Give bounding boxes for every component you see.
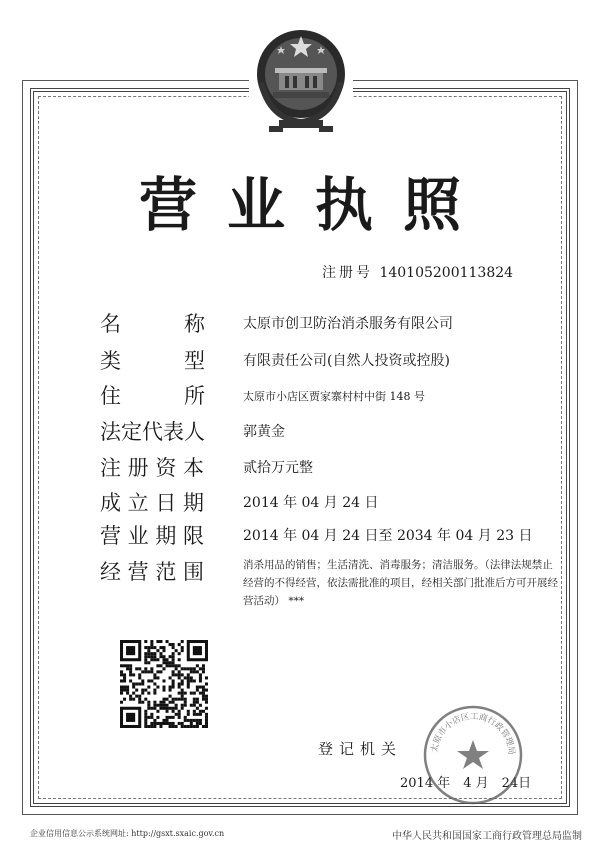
field-label-name: 名 称 [100, 312, 205, 336]
footer-website: 企业信用信息公示系统网址: http://gsxt.sxaic.gov.cn [30, 829, 225, 838]
field-value-established-date: 2014 年 04 月 24 日 [243, 495, 379, 511]
national-emblem-icon [249, 22, 353, 134]
registration-number-label: 注册号 [322, 265, 373, 281]
registration-authority-label: 登记机关 [318, 740, 403, 758]
field-label-address: 住 所 [100, 384, 205, 408]
field-value-business-scope: 消杀用品的销售；生活清洗、消毒服务；清洁服务。（法律法规禁止经营的不得经营，依法需批准的项目，经相关部门批准后方可开展经营活动） *** [243, 559, 558, 607]
certificate-title: 营业执照 [138, 171, 491, 239]
seal-text: 太原市小店区工商行政管理局 [429, 711, 517, 756]
field-label-business-term: 营 业 期 限 [100, 524, 205, 548]
qr-code [120, 640, 208, 728]
field-value-legal-representative: 郭黄金 [243, 424, 285, 440]
field-label-business-scope: 经 营 范 围 [100, 560, 205, 584]
field-value-name: 太原市创卫防治消杀服务有限公司 [243, 316, 453, 332]
field-label-registered-capital: 注 册 资 本 [100, 456, 205, 480]
registration-number-row [322, 262, 513, 282]
registration-number-value: 140105200113824 [379, 265, 514, 281]
registration-date: 2014 年 4 月 24日 [400, 776, 532, 791]
official-seal-icon [420, 702, 526, 808]
field-value-registered-capital: 贰拾万元整 [243, 460, 313, 476]
field-label-legal-representative: 法定代表人 [100, 420, 205, 444]
field-label-established-date: 成 立 日 期 [100, 491, 205, 515]
field-value-business-term: 2014 年 04 月 24 日至 2034 年 04 月 23 日 [243, 528, 533, 544]
field-value-address: 太原市小店区贾家寨村村中街 148 号 [243, 390, 425, 403]
field-label-type: 类 型 [100, 349, 205, 373]
field-value-type: 有限责任公司(自然人投资或控股) [243, 353, 450, 369]
footer-issuer: 中华人民共和国国家工商行政管理总局监制 [392, 831, 582, 842]
